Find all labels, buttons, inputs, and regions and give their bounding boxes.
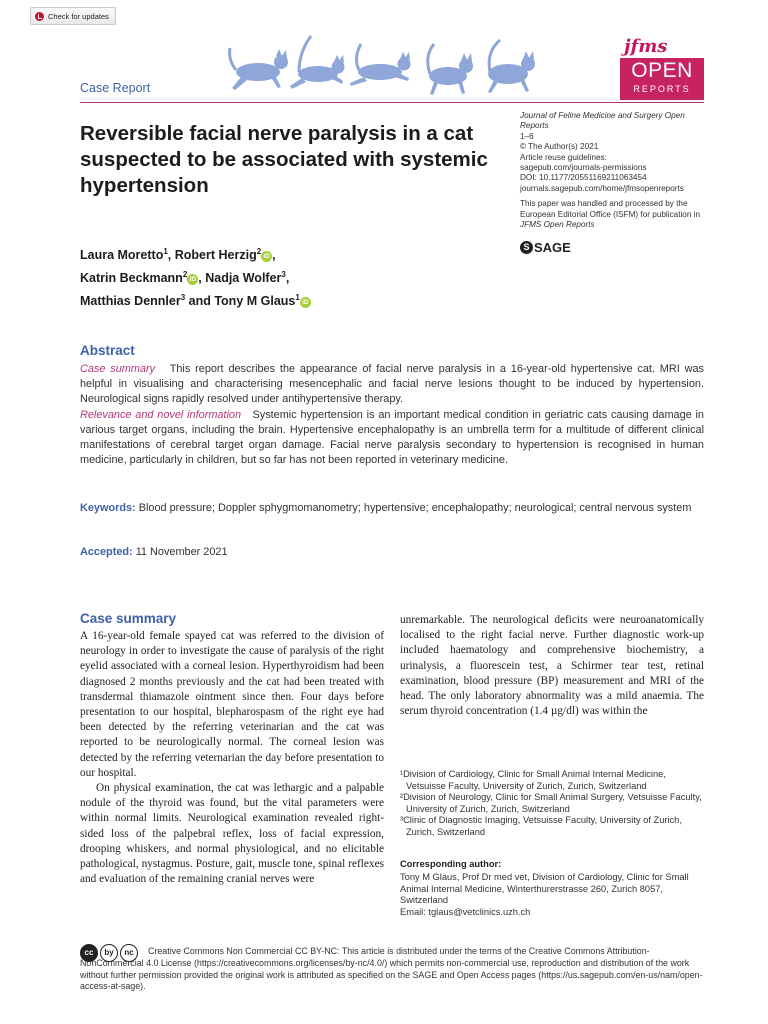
sage-logo-text: SAGE [534,240,571,255]
journal-logo [620,38,704,100]
author-affiliation-mark: 2 [256,247,262,256]
keywords-label: Keywords: [80,502,136,514]
doi[interactable]: DOI: 10.1177/20551169211063454 [520,173,647,183]
author-affiliation-mark: 1 [163,247,168,256]
corresponding-author-email[interactable]: Email: tglaus@vetclinics.uzh.ch [400,906,531,917]
author-name: Tony M Glaus [214,294,296,309]
cat-silhouette-3 [350,44,411,86]
page-range: 1–6 [520,131,534,141]
cat-silhouette-1 [230,48,288,90]
accepted-value: 11 November 2021 [135,546,228,558]
abstract-text: Systemic hypertension is an important medical condition in geriatric cats causing damage in various target organs, including the brain. Hypertensive encephalopathy is an umbrella term for a multitude of different clinical manifestations of cerebral target organ damage. Facial nerve paralysis secondary to hypertension is recognised in human medicine, particularly in children, but so far has not been reported in veterinary medicine. [80,408,704,467]
author-affiliation-mark: 1 [295,293,300,303]
author-affiliation-mark: 3 [180,293,186,303]
check-updates-label: Check for updates [48,11,109,21]
cc-icon: cc [80,944,98,962]
handling-note-text: This paper was handled and processed by the European Editorial Office (ISFM) for publication in [520,199,701,219]
abstract-relevance [80,408,704,469]
license-text: Creative Commons Non Commercial CC BY-NC: This article is distributed under the terms of the Creative Commons Attribution-NonCommercial 4.0 License (https://creativecommons.org/licenses/by-nc/4.0/) which permits non-commercial use, reproduction and distribution of the work without further permission provided the original work is attributed as specified on the SAGE and Open Access pages (https://us.sagepub.com/en-us/nam/open-access-at-sage). [80,946,703,992]
header-divider [80,102,704,103]
cat-silhouette-4 [428,44,473,95]
author-list: Laura Moretto$^1$, Robert Herzig$^2$iD , Katrin Beckmann$^2$iD , Nadja Wolfer$^3$, Matthias Dennler$^3$ and Tony M Glaus$^1$iD [80,242,410,311]
logo-jfms-text: jfms [624,36,668,57]
author-name: Nadja Wolfer [205,271,282,286]
logo-box [620,58,704,100]
affiliation-item: ²Division of Neurology, Clinic for Small Animal Surgery, Vetsuisse Faculty, University of Zurich, Zurich, Switzerland [400,792,702,814]
corresponding-author-heading: Corresponding author: [400,859,502,869]
article-meta [520,111,708,230]
reuse-link[interactable]: sagepub.com/journals-permissions [520,163,647,173]
accepted-date [80,546,228,558]
affiliation-item: ³Clinic of Diagnostic Imaging, Vetsuisse Faculty, University of Zurich, Zurich, Switzerland [400,815,682,837]
body-paragraph: unremarkable. The neurological deficits were neuroanatomically localised to the right facial nerve. Further diagnostic work-up included haematology and comprehensive biochemistry, a urinalysis, a fluorescein test, a Schirmer tear test, retinal examination, blood pressure (BP) measurement and MRI of the head. The only laboratory abnormality was a mild anaemia. The serum thyroid concentration (1.4 µg/dl) was within the [400,614,704,718]
body-column-right [400,613,704,719]
author-name: Katrin Beckmann [80,271,183,286]
abstract-text: This report describes the appearance of facial nerve paralysis in a 16-year-old hypertensive cat. MRI was helpful in visualising and characterising mesencephalic and facial nerve lesions thought to be induced by hypertension. Neurological signs rapidly resolved under antihypertensive therapy. [80,363,704,406]
keywords-text: Blood pressure; Doppler sphygmomanometry; hypertensive; encephalopathy; neurological; central nervous system [138,502,692,514]
author-name: Robert Herzig [174,248,257,263]
running-cats-illustration [226,32,544,102]
abstract-subheading: Relevance and novel information [80,408,242,421]
abstract-case-summary [80,362,704,408]
body-column-left [80,629,384,887]
abstract-body [80,362,704,468]
author-name: Laura Moretto [80,248,164,263]
sage-s-icon: S [520,241,533,254]
cat-silhouette-5 [488,40,535,93]
author-affiliation-mark: 3 [281,270,286,280]
handling-note-journal: JFMS Open Reports [520,220,595,230]
article-type-label: Case Report [80,81,151,95]
handling-note [520,199,708,230]
accepted-label: Accepted: [80,546,133,558]
copyright: © The Author(s) 2021 [520,142,599,152]
cat-silhouette-2 [290,36,345,89]
section-heading: Case summary [80,611,177,626]
abstract-heading: Abstract [80,343,135,358]
journal-name: Journal of Feline Medicine and Surgery Open Reports [520,111,685,131]
reuse-guidelines: Article reuse guidelines: [520,152,607,162]
author-conjunction: and [185,294,215,309]
corresponding-author-text: Tony M Glaus, Prof Dr med vet, Division of Cardiology, Clinic for Small Animal Internal Medicine, Winterthurerstrasse 260, Zurich 8057, Switzerland [400,872,689,905]
nc-icon: nc [120,944,138,962]
logo-open-text: OPEN [631,59,693,82]
keywords [80,501,704,516]
author-affiliation-mark: 2 [182,270,188,280]
abstract-subheading: Case summary [80,363,156,375]
check-updates-icon [35,12,44,21]
journal-link[interactable]: journals.sagepub.com/home/jfmsopenreports [520,183,684,193]
orcid-icon[interactable]: iD [187,274,198,285]
article-title: Reversible facial nerve paralysis in a cat suspected to be associated with systemic hypertension [80,122,488,197]
body-paragraph: On physical examination, the cat was lethargic and a palpable nodule of the thyroid was found, but the vital parameters were within normal limits. Neurological examination revealed right-sided loss of the palpebral reflex, loss of facial expression, drooping whiskers, and normal physiological, and no elicitable pathological, nystagmus. Posture, gait, muscle tone, spinal reflexes and evaluation of the remaining cranial nerves were [80,782,384,886]
by-icon: by [100,944,118,962]
orcid-icon[interactable]: iD [261,251,272,262]
body-paragraph: A 16-year-old female spayed cat was referred to the division of neurology in order to investigate the cause of paralysis of the right eyelid associated with a corneal lesion. Hyperthyroidism had been diagnosed 2 months previously and the cat had been treated with transdermal thiamazole ointment since then. Four days before presentation to our hospital, blepharospasm of the right eye had been detected by the referring veterinarian and the cat was reported to be neurologically normal. The corneal lesion was detected by the referring veternarian the day before presentation to our hospital. [80,630,384,779]
affiliations [400,769,704,838]
corresponding-author [400,872,704,918]
sage-logo [520,240,571,255]
affiliation-item: ¹Division of Cardiology, Clinic for Small Animal Internal Medicine, Vetsuisse Faculty, University of Zurich, Zurich, Switzerland [400,769,666,791]
logo-reports-text: REPORTS [633,84,691,94]
author-name: Matthias Dennler [80,294,181,309]
orcid-icon[interactable]: iD [300,297,311,308]
check-for-updates-button[interactable] [30,7,116,25]
